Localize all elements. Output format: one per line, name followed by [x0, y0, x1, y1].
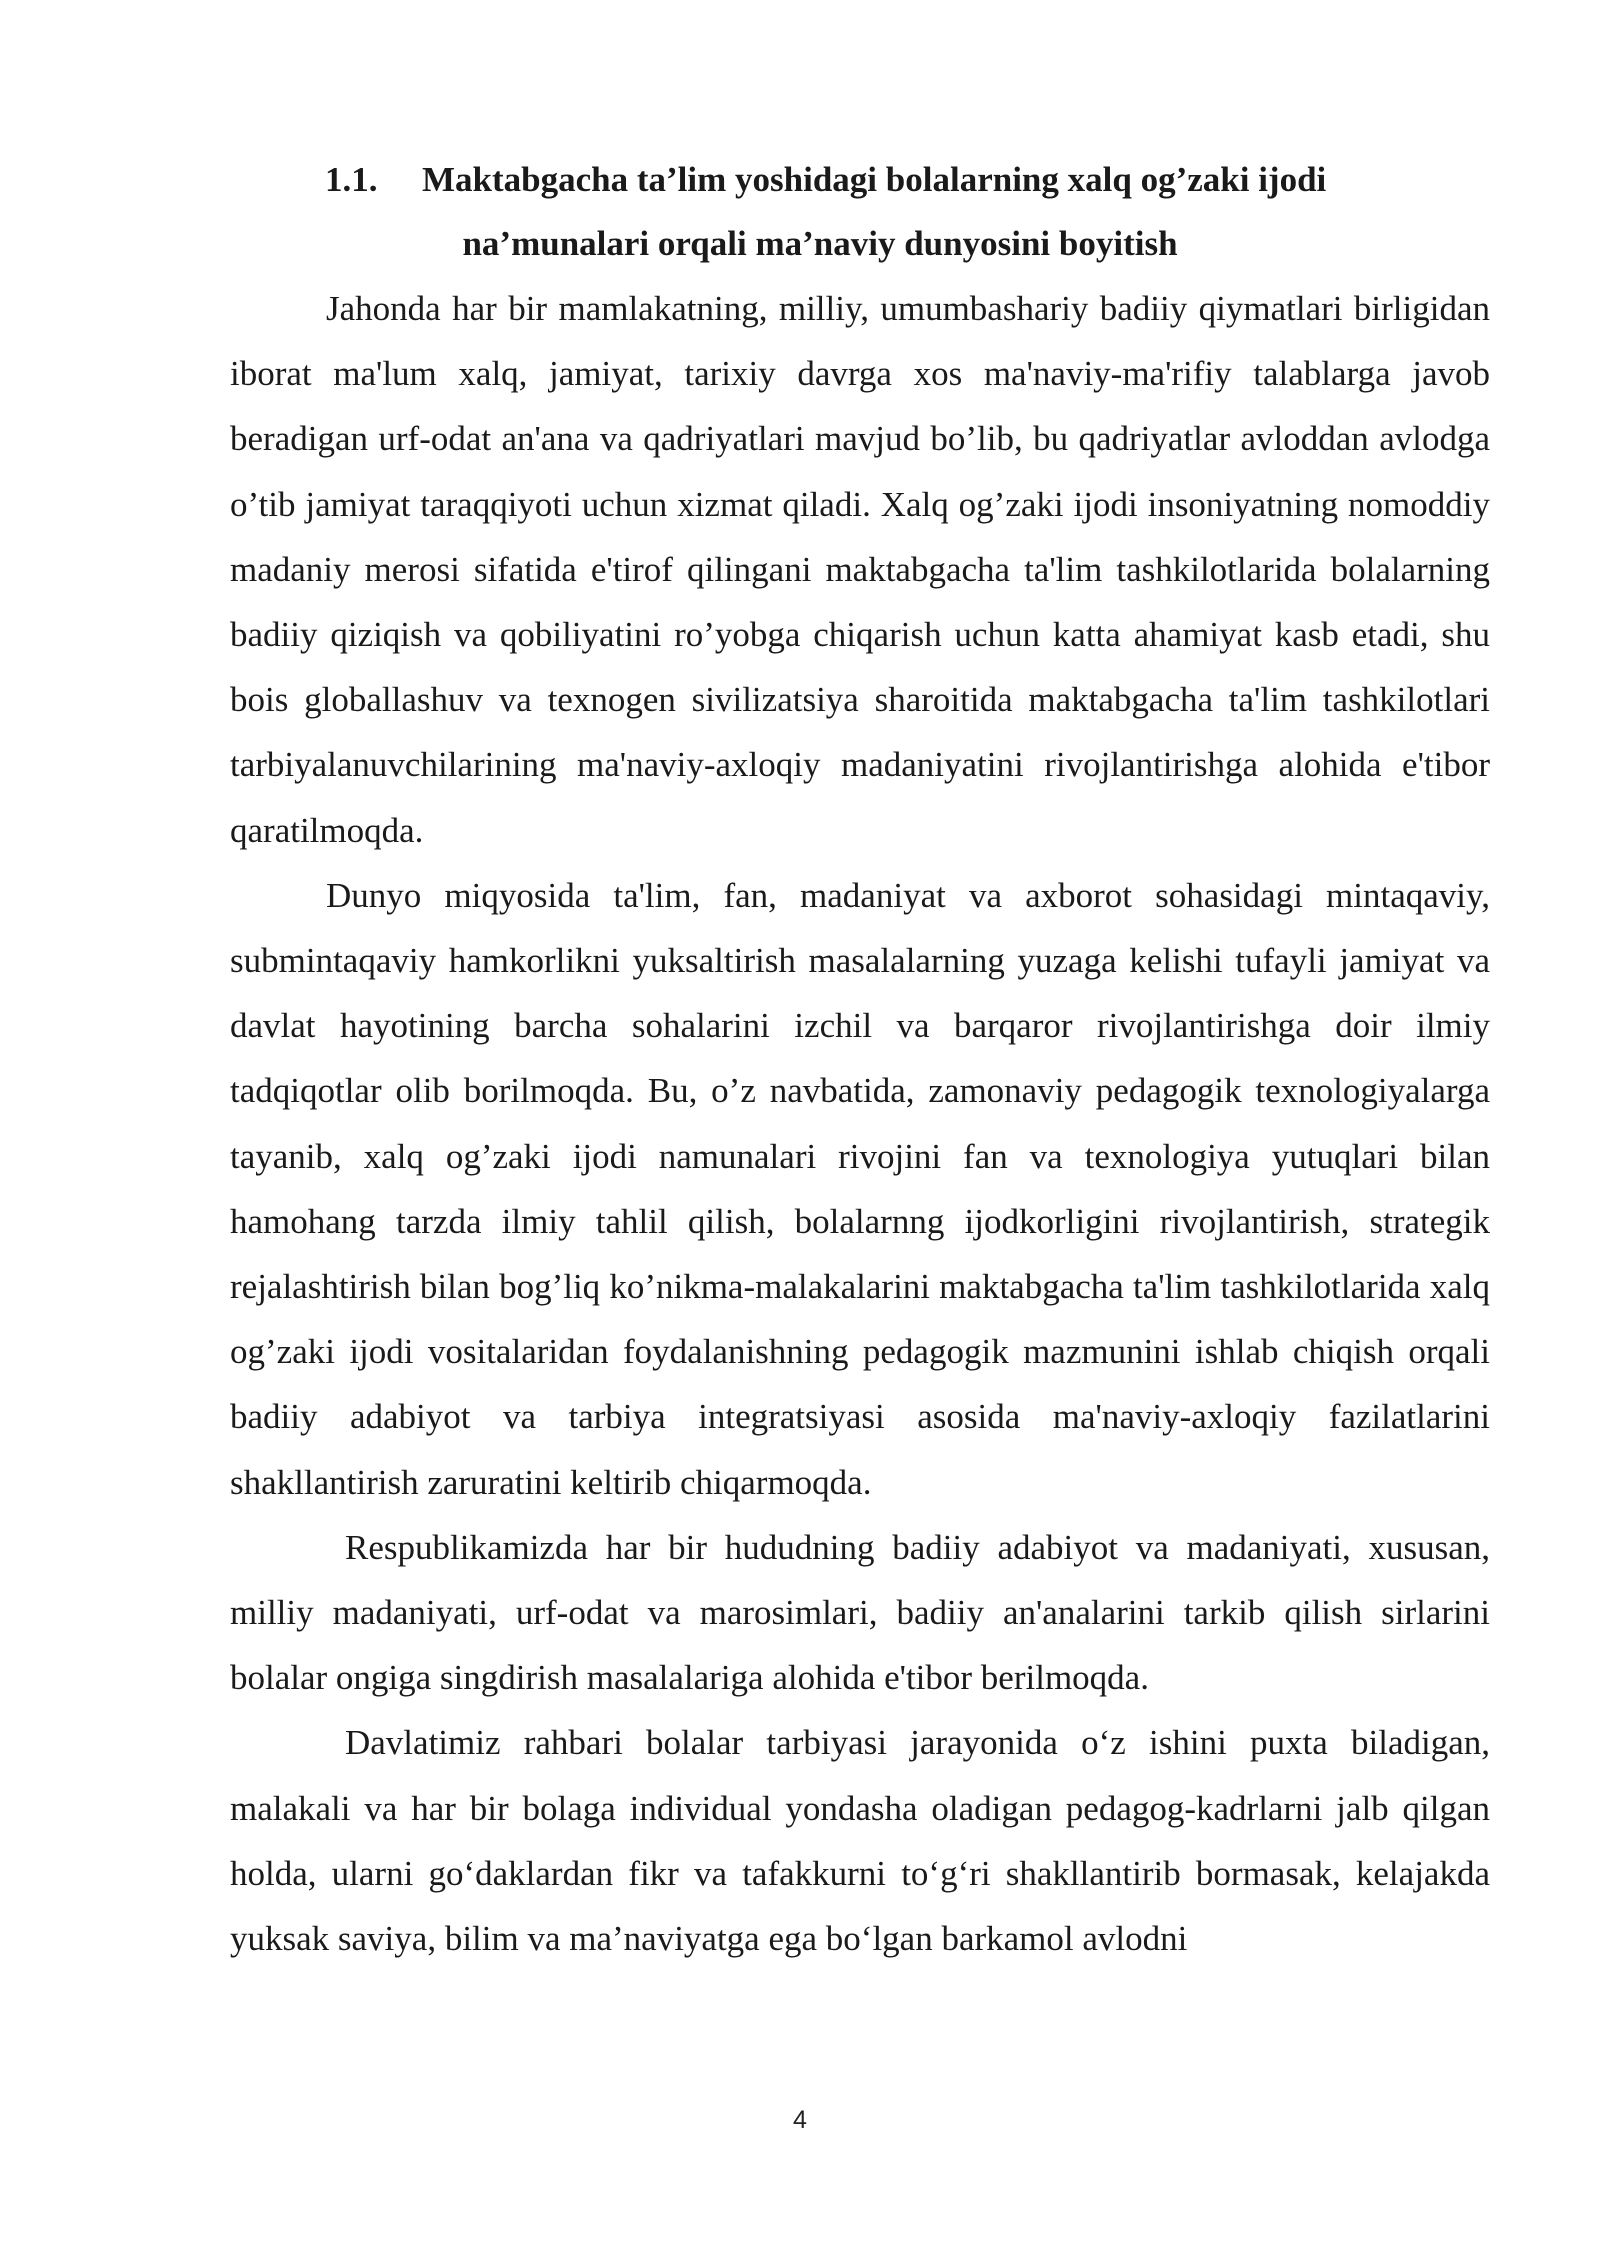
paragraph-2: Dunyo miqyosida ta'lim, fan, madaniyat va axborot sohasidagi mintaqaviy, submintaqaviy hamkorlikni yuksaltirish masalalarning yuzaga kelishi tufayli jamiyat va davlat hayotining barcha sohalarini izchil va barqaror rivojlantirishga doir ilmiy tadqiqotlar olib borilmoqda. Bu, o’z navbatida, zamonaviy pedagogik texnologiyalarga tayanib, xalq og’zaki ijodi namunalari rivojini fan va texnologiya yutuqlari bilan hamohang tarzda ilmiy tahlil qilish, bolalarnng ijodkorligini rivojlantirish, strategik rejalashtirish bilan bog’liq ko’nikma-malakalarini maktabgacha ta'lim tashkilotlarida xalq og’zaki ijodi vositalaridan foydalanishning pedagogik mazmunini ishlab chiqish orqali badiiy adabiyot va tarbiya integratsiyasi asosida ma'naviy-axloqiy fazilatlarini shakllantirish zaruratini keltirib chiqarmoqda.: [230, 875, 1490, 1502]
body-text: [230, 276, 1490, 1971]
heading-title-line-1: Maktabgacha ta’lim yoshidagi bolalarning xalq og’zaki ijodi: [422, 160, 1327, 199]
page-number: 4: [793, 2106, 807, 2134]
section-heading: [230, 148, 1490, 276]
paragraph-3: Respublikamizda har bir hududning badiiy adabiyot va madaniyati, xususan, milliy madaniyati, urf-odat va marosimlari, badiiy an'analarini tarkib qilish sirlarini bolalar ongiga singdirish masalalariga alohida e'tibor berilmoqda.: [230, 1527, 1490, 1698]
heading-title-line-2: na’munalari orqali ma’naviy dunyosini boyitish: [462, 224, 1178, 263]
paragraph-4: Davlatimiz rahbari bolalar tarbiyasi jarayonida o‘z ishini puxta biladigan, malakali va har bir bolaga individual yondasha oladigan pedagog-kadrlarni jalb qilgan holda, ularni go‘daklardan fikr va tafakkurni to‘g‘ri shakllantirib bormasak, kelajakda yuksak saviya, bilim va ma’naviyatga ega bo‘lgan barkamol avlodni: [230, 1723, 1490, 1959]
heading-line-1: [230, 148, 1490, 212]
paragraph-1: Jahonda har bir mamlakatning, milliy, umumbashariy badiiy qiymatlari birligidan iborat ma'lum xalq, jamiyat, tarixiy davrga xos ma'naviy-ma'rifiy talablarga javob beradigan urf-odat an'ana va qadriyatlari mavjud bo’lib, bu qadriyatlar avloddan avlodga o’tib jamiyat taraqqiyoti uchun xizmat qiladi. Xalq og’zaki ijodi insoniyatning nomoddiy madaniy merosi sifatida e'tirof qilingani maktabgacha ta'lim tashkilotlarida bolalarning badiiy qiziqish va qobiliyatini ro’yobga chiqarish uchun katta ahamiyat kasb etadi, shu bois globallashuv va texnogen sivilizatsiya sharoitida maktabgacha ta'lim tashkilotlari tarbiyalanuvchilarining ma'naviy-axloqiy madaniyatini rivojlantirishga alohida e'tibor qaratilmoqda.: [230, 289, 1490, 850]
section-number: 1.1.: [325, 160, 378, 199]
